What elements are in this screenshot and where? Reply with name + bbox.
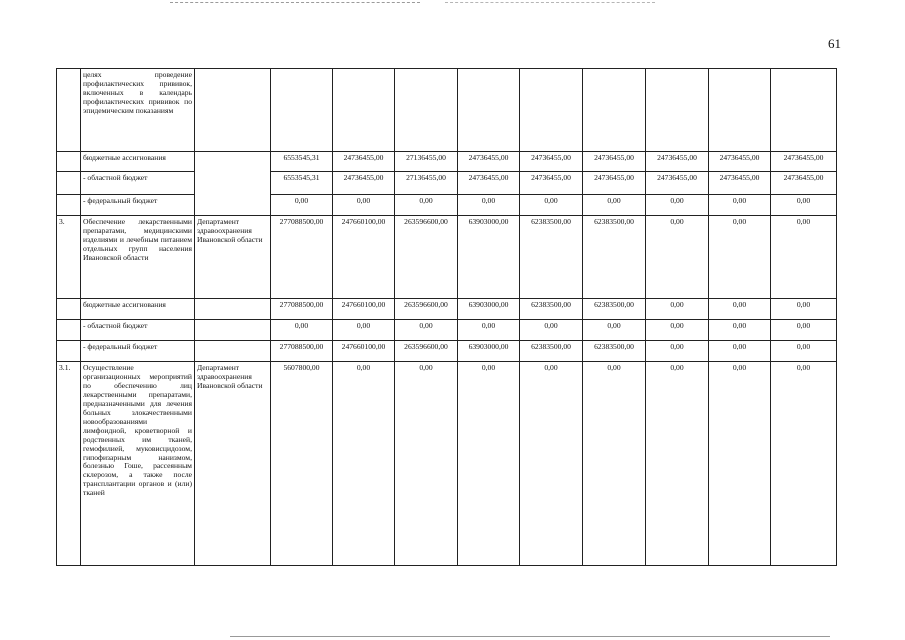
value-cell: 24736455,00	[583, 172, 646, 195]
row-index	[57, 152, 81, 172]
value-cell: 62383500,00	[520, 299, 583, 320]
value-cell	[583, 69, 646, 152]
value-cell: 0,00	[771, 320, 837, 341]
value-cell: 62383500,00	[520, 341, 583, 362]
row-description: Обеспечение лекарственными препаратами, медицинскими изделиями и лечебным питанием отдельных групп населения Ивановской области	[81, 216, 195, 299]
value-cell: 63903000,00	[458, 299, 520, 320]
row-description: - областной бюджет	[81, 320, 195, 341]
value-cell: 277088500,00	[271, 341, 333, 362]
table-row	[57, 362, 837, 566]
row-description: - федеральный бюджет	[81, 341, 195, 362]
value-cell	[709, 69, 771, 152]
row-description: бюджетные ассигнования	[81, 152, 195, 172]
value-cell: 0,00	[520, 320, 583, 341]
value-cell: 24736455,00	[709, 172, 771, 195]
value-cell: 24736455,00	[458, 172, 520, 195]
budget-table	[56, 68, 837, 566]
row-index	[57, 172, 81, 195]
value-cell: 24736455,00	[333, 172, 395, 195]
value-cell: 277088500,00	[271, 299, 333, 320]
row-index	[57, 195, 81, 216]
value-cell: 0,00	[709, 320, 771, 341]
value-cell: 0,00	[583, 362, 646, 566]
scan-edge-line	[230, 636, 830, 637]
value-cell: 0,00	[646, 341, 709, 362]
value-cell: 0,00	[709, 341, 771, 362]
value-cell: 0,00	[771, 362, 837, 566]
value-cell: 0,00	[709, 195, 771, 216]
scan-edge-line	[170, 2, 420, 3]
value-cell: 6553545,31	[271, 152, 333, 172]
value-cell: 0,00	[646, 320, 709, 341]
value-cell: 24736455,00	[520, 152, 583, 172]
value-cell	[395, 69, 458, 152]
value-cell: 0,00	[771, 195, 837, 216]
row-index: 3.1.	[57, 362, 81, 566]
value-cell: 27136455,00	[395, 172, 458, 195]
value-cell: 62383500,00	[583, 341, 646, 362]
value-cell: 0,00	[646, 216, 709, 299]
table-row	[57, 320, 837, 341]
value-cell: 62383500,00	[520, 216, 583, 299]
value-cell: 0,00	[333, 362, 395, 566]
value-cell: 0,00	[583, 320, 646, 341]
value-cell: 277088500,00	[271, 216, 333, 299]
value-cell: 0,00	[583, 195, 646, 216]
value-cell: 24736455,00	[771, 152, 837, 172]
value-cell: 0,00	[520, 195, 583, 216]
value-cell: 24736455,00	[646, 152, 709, 172]
row-executor	[195, 69, 271, 152]
value-cell: 62383500,00	[583, 216, 646, 299]
value-cell: 5607800,00	[271, 362, 333, 566]
value-cell	[333, 69, 395, 152]
value-cell: 27136455,00	[395, 152, 458, 172]
table-row	[57, 172, 837, 195]
value-cell: 62383500,00	[583, 299, 646, 320]
value-cell: 24736455,00	[646, 172, 709, 195]
value-cell: 24736455,00	[583, 152, 646, 172]
value-cell	[646, 69, 709, 152]
value-cell: 0,00	[458, 320, 520, 341]
value-cell: 0,00	[709, 299, 771, 320]
row-executor	[195, 152, 271, 216]
table-row	[57, 341, 837, 362]
value-cell: 63903000,00	[458, 341, 520, 362]
value-cell: 0,00	[458, 195, 520, 216]
row-description: - областной бюджет	[81, 172, 195, 195]
value-cell	[771, 69, 837, 152]
row-executor	[195, 320, 271, 341]
table-row	[57, 69, 837, 152]
value-cell: 6553545,31	[271, 172, 333, 195]
row-index	[57, 320, 81, 341]
value-cell	[271, 69, 333, 152]
value-cell: 263596600,00	[395, 341, 458, 362]
value-cell: 247660100,00	[333, 216, 395, 299]
page-number: 61	[828, 36, 841, 51]
value-cell: 0,00	[520, 362, 583, 566]
value-cell: 24736455,00	[520, 172, 583, 195]
value-cell: 0,00	[395, 362, 458, 566]
row-index	[57, 69, 81, 152]
value-cell: 0,00	[333, 320, 395, 341]
value-cell: 0,00	[395, 320, 458, 341]
value-cell: 0,00	[646, 362, 709, 566]
value-cell: 0,00	[709, 216, 771, 299]
table-row	[57, 216, 837, 299]
row-executor	[195, 299, 271, 320]
value-cell: 24736455,00	[709, 152, 771, 172]
value-cell: 24736455,00	[333, 152, 395, 172]
value-cell: 63903000,00	[458, 216, 520, 299]
value-cell: 247660100,00	[333, 341, 395, 362]
row-executor	[195, 341, 271, 362]
value-cell: 0,00	[646, 299, 709, 320]
value-cell: 24736455,00	[458, 152, 520, 172]
table-row	[57, 152, 837, 172]
value-cell: 263596600,00	[395, 216, 458, 299]
value-cell: 0,00	[395, 195, 458, 216]
value-cell: 24736455,00	[771, 172, 837, 195]
row-index	[57, 341, 81, 362]
table-row	[57, 195, 837, 216]
row-index	[57, 299, 81, 320]
row-executor: Департамент здравоохранения Ивановской области	[195, 362, 271, 566]
value-cell: 0,00	[333, 195, 395, 216]
scan-edge-line	[445, 2, 655, 3]
row-executor: Департамент здравоохранения Ивановской области	[195, 216, 271, 299]
value-cell: 0,00	[771, 299, 837, 320]
row-index: 3.	[57, 216, 81, 299]
value-cell	[458, 69, 520, 152]
value-cell: 263596600,00	[395, 299, 458, 320]
row-description: целях проведение профилактических прививок, включенных в календарь профилактических прививок по эпидемическим показаниям	[81, 69, 195, 152]
value-cell: 0,00	[271, 320, 333, 341]
value-cell: 247660100,00	[333, 299, 395, 320]
row-description: Осуществление организационных мероприятий по обеспечению лиц лекарственными препаратами, предназначенными для лечения больных злокачественными новообразованиями лимфоидной, кроветворной и родственных им тканей, гемофилией, муковисцидозом, гипофизарным нанизмом, болезнью Гоше, рассеянным склерозом, а также после трансплантации органов и (или) тканей	[81, 362, 195, 566]
value-cell: 0,00	[458, 362, 520, 566]
value-cell	[520, 69, 583, 152]
table-row	[57, 299, 837, 320]
value-cell: 0,00	[709, 362, 771, 566]
row-description: бюджетные ассигнования	[81, 299, 195, 320]
row-description: - федеральный бюджет	[81, 195, 195, 216]
value-cell: 0,00	[771, 341, 837, 362]
value-cell: 0,00	[646, 195, 709, 216]
value-cell: 0,00	[771, 216, 837, 299]
value-cell: 0,00	[271, 195, 333, 216]
